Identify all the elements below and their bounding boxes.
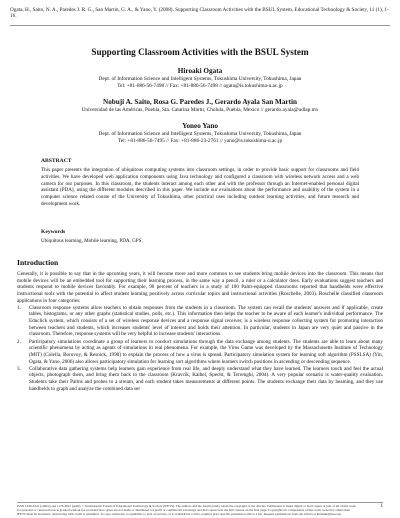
author-block-2 — [20, 98, 380, 114]
copyright-footer: ISSN 1436-4522 (online) and 1176-3647 (print). © International Forum of Educational Technology & Society (IFETS). The authors and the forum jointly retain the copyright of the articles. Permission to make digital or hard copies of part or all of this work for personal or classroom use is granted without fee provided that copies are not made or distributed for profit or commercial advantage and that copies bear the full citation on the first page. Copyrights for components of this work owned by others than IFETS must be honoured. Abstracting with credit is permitted. To copy otherwise, to republish, to post on servers, or to redistribute to lists, requires prior specific permission and/or a fee. Request permissions from the editors at kinshuk@ieee.org. — [17, 504, 356, 517]
introduction-heading: Introduction — [17, 258, 59, 267]
author-contact: Tel: +81-886-56-7495 // Fax: +81-886-23-2761 // yano@is.tokushima-u.ac.jp — [117, 138, 283, 145]
keywords-heading: Keywords — [41, 229, 66, 235]
introduction-paragraph: Generally, it is possible to say that in the upcoming years, it will become more and more common to see students bring mobile devices into the classroom. This means that mobile devices will be an embedded tool for supporting their learning process, in the same way a pencil, a ruler or a calculator does. Early evaluations suggest teachers and students respond to mobile devices favorably. For example, 90 percent of teachers in a study of 100 Palm-equipped classrooms reported that handhelds were effective instructional tools with the potential to affect student learning positively across curricular topics and instructional activities (Roschelle, 2003). Roschelle classified classroom applications in four categories: — [17, 271, 383, 304]
list-item-text: Collaborative data gathering systems help learners gain experience from real life, and deeply understand what they have learned. The learners touch and feel the actual objects, photograph them, and bring them back to the classroom (Kravcik, Kaibel, Specht, & Terrenghi, 2004). A very popular scenario is water-quality evaluation. Students take their Palms and probes to a stream, and each student takes measurements at different points. The students exchange their data by beaming, and they use handhelds to graph and analyze the combined data set — [29, 365, 383, 392]
list-item-number: 2. — [17, 338, 21, 345]
keywords-text: Ubiquitous learning, Mobile learning, PDA, GPS — [41, 238, 142, 244]
author-affiliation: Dept. of Information Science and Intelligent Systems, Tokushima University, Tokushima, Japan — [98, 76, 302, 82]
list-item-number: 3. — [17, 365, 21, 372]
list-item-text: Classroom response systems allow teachers to obtain responses from the students in a classroom. The system can recall the students' answers and if applicable, create tables, histograms, or any other graphs (statistical studies, polls, etc.). This information then helps the teacher to be aware of each learner's individual performance. The Educlick system, which consists of a set of wireless response devices and a response signal receiver, is a wireless response collecting system for promoting interaction between teachers and students, which increases students' level of interest and holds their attention. In particular, students in Japan are very quiet and passive in the classroom. Therefore, response systems will be very helpful to increase students' interactions. — [29, 304, 383, 338]
author-names: Hiroaki Ogata — [177, 67, 223, 75]
abstract-section — [41, 158, 359, 208]
header-divider — [10, 25, 390, 26]
author-block-1 — [20, 67, 380, 90]
author-names: Nobuji A. Saito, Rosa G. Paredes J., Gerardo Ayala San Martin — [103, 98, 297, 106]
author-contact: Tel: +81-886-56-7498 // Fax: +81-886-56-7498 // ogata@is.tokushima-u.ac.jp — [117, 83, 283, 90]
list-item — [17, 305, 383, 338]
introduction-body — [17, 271, 383, 393]
list-item — [17, 366, 383, 393]
application-category-list — [17, 305, 383, 393]
page-number: 1 — [380, 504, 383, 509]
author-affiliation: Universidad de las Américas, Puebla, Sta. Catarina Mártir, Cholula, Puebla, Mexico // gerardo.ayala@udlap.mx — [81, 107, 319, 113]
keywords-section — [41, 229, 359, 245]
abstract-text: This paper presents the integration of ubiquitous computing systems into classroom settings, in order to provide basic support for classrooms and field activities. We have developed web application components using Java technology and configured a classroom with wireless network access and a web camera for our purposes. In this classroom, the students interact among each other and with the professor through an Internet-enabled personal digital assistant (PDA), using the different modules described in this paper. We include our evaluations about the performance and usability of the system in a computer science related course of the University of Tokushima, other practical uses including outdoor learning activities, and future research and development work. — [41, 167, 359, 207]
running-head: Ogata, H., Saito, N. A., Paredes J. R. G., San Martin, G. A., & Yano, Y. (2008). Supporting Classroom Activities with the BSUL System. Educational Technology & Society, 11 (1), 1-16. — [10, 7, 389, 20]
author-names: Yoneo Yano — [182, 122, 218, 130]
abstract-heading: ABSTRACT — [41, 158, 72, 164]
footer-divider — [17, 502, 383, 503]
list-item-text: Participatory simulations coordinate a group of learners to conduct simulations through the data exchange among students. The students are able to learn about many scientific phenomena by acting as agents of simulations in real phenomena. For example, the Virus Game was developed by the Massachusetts Institute of Technology (MIT) (Colella, Borovoy, & Resnick, 1998) to explain the process of how a virus is spread. Participatory simulation system for learning soft algorithm (PSSLSA) (Yin, Ogata, & Yano, 2006) also allows participatory simulation for learning sort algorithms where learners switch positions in ascending or descending sequence. — [29, 338, 383, 365]
list-item-number: 1. — [17, 304, 21, 311]
paper-title: Supporting Classroom Activities with the BSUL System — [91, 47, 309, 57]
author-affiliation: Dept. of Information Science and Intelligent Systems, Tokushima University, Tokushima, Japan — [98, 131, 302, 137]
author-block-3 — [20, 122, 380, 145]
list-item — [17, 339, 383, 366]
